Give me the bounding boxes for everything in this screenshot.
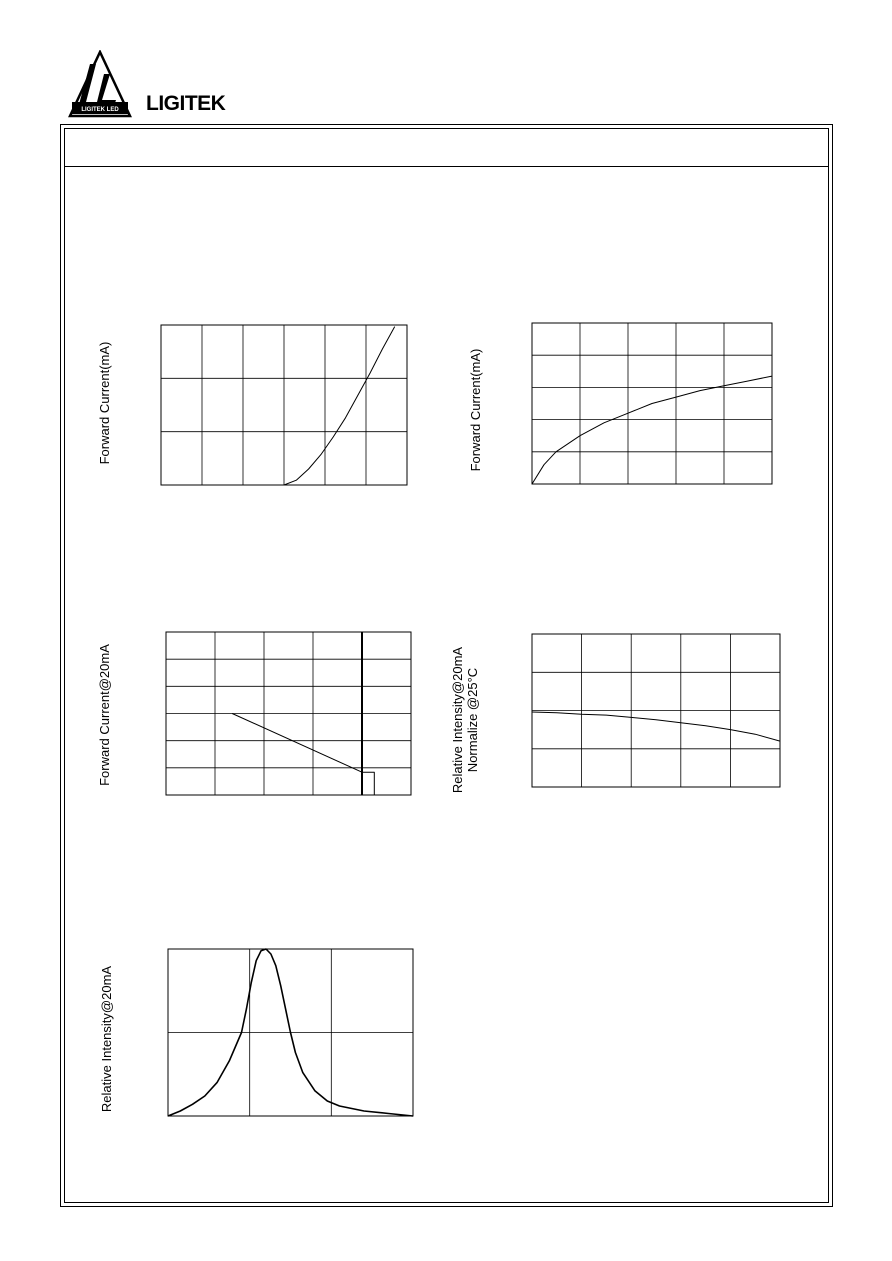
ylabel-chart-1 (97, 333, 112, 473)
logo-text: LIGITEK LED (81, 107, 119, 113)
ylabel-chart-4 (450, 635, 480, 805)
chart-fwd-current-vs-voltage (161, 325, 407, 485)
chart-spectral-distribution (168, 949, 413, 1116)
ylabel-line: Relative Intensity@20mA (99, 965, 114, 1113)
ylabel-line: Forward Current(mA) (97, 341, 112, 465)
series-line (232, 714, 374, 796)
ylabel-line: Normalize @25°C (465, 667, 480, 773)
ylabel-chart-3 (97, 632, 112, 798)
ylabel-line: Forward Current@20mA (97, 644, 112, 786)
series-line (532, 712, 780, 741)
ylabel-line: Forward Current(mA) (468, 348, 483, 472)
series-line (532, 376, 772, 484)
brand-name: LIGITEK (146, 92, 226, 115)
ligitek-logo (68, 50, 132, 118)
ylabel-chart-2 (468, 340, 483, 480)
ylabel-chart-5 (99, 954, 114, 1124)
chart-fwd-current-vs-intensity (532, 323, 772, 484)
chart-fwd-current-derating (166, 632, 411, 795)
series-line (284, 327, 395, 485)
chart-intensity-vs-temperature (532, 634, 780, 787)
header-divider (64, 166, 829, 167)
ylabel-line: Relative Intensity@20mA (450, 646, 465, 794)
